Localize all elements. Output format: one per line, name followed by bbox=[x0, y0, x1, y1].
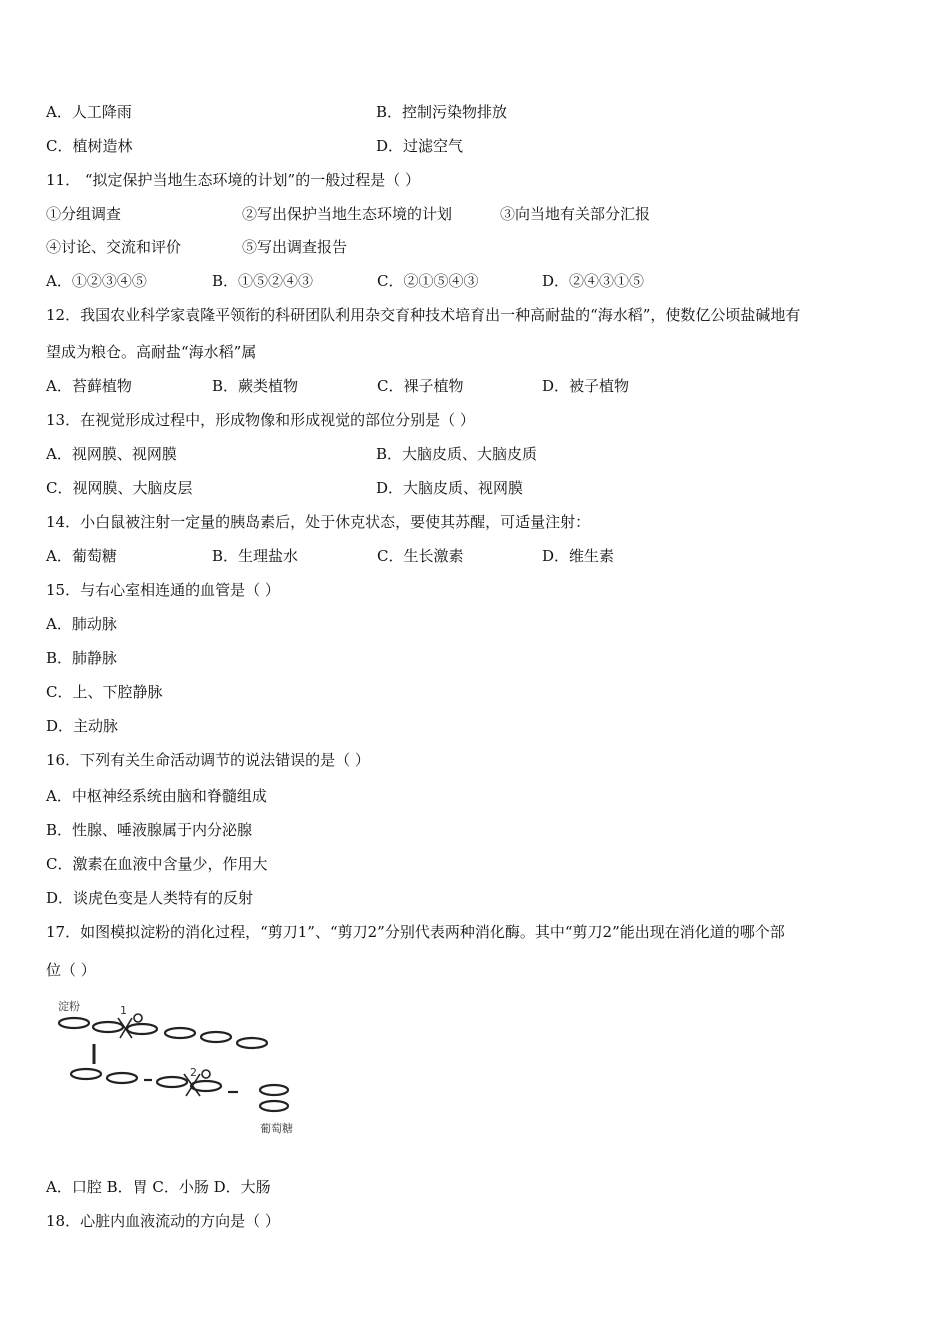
q12-option-b: B．蕨类植物 bbox=[212, 377, 299, 395]
q13-option-d: D．大脑皮质、视网膜 bbox=[376, 479, 524, 497]
q15-option-c: C．上、下腔静脉 bbox=[46, 683, 163, 701]
q14-option-a: A．葡萄糖 bbox=[46, 547, 117, 565]
q10-option-c: C．植树造林 bbox=[46, 137, 133, 155]
q14-option-c: C．生长激素 bbox=[377, 547, 464, 565]
q15-option-a: A．肺动脉 bbox=[46, 615, 117, 633]
q17-stem-line1: 17．如图模拟淀粉的消化过程，“剪刀1”、“剪刀2”分别代表两种消化酶。其中“剪刀2”能出现在消化道的哪个部 bbox=[46, 923, 785, 941]
q15-option-d: D．主动脉 bbox=[46, 717, 119, 735]
q11-option-b: B．①⑤②④③ bbox=[212, 272, 314, 290]
q11-option-c: C．②①⑤④③ bbox=[377, 272, 479, 290]
q14-option-b: B．生理盐水 bbox=[212, 547, 299, 565]
q16-option-a: A．中枢神经系统由脑和脊髓组成 bbox=[46, 787, 267, 805]
q14-stem: 14．小白鼠被注射一定量的胰岛素后，处于休克状态，要使其苏醒，可适量注射： bbox=[46, 513, 591, 531]
figure-label-starch: 淀粉 bbox=[58, 1000, 80, 1013]
q15-option-b: B．肺静脉 bbox=[46, 649, 118, 667]
q12-option-a: A．苔藓植物 bbox=[46, 377, 132, 395]
q16-option-c: C．激素在血液中含量少，作用大 bbox=[46, 855, 268, 873]
scissor-2-label: 2 bbox=[190, 1066, 197, 1079]
q14-option-d: D．维生素 bbox=[542, 547, 615, 565]
q11-step-3: ③向当地有关部分汇报 bbox=[500, 205, 651, 223]
scissor-1-label: 1 bbox=[120, 1004, 127, 1017]
q11-step-5: ⑤写出调查报告 bbox=[242, 238, 348, 256]
q17-options: A．口腔 B．胃 C．小肠 D．大肠 bbox=[46, 1178, 271, 1196]
q16-stem: 16．下列有关生命活动调节的说法错误的是（ ） bbox=[46, 751, 370, 769]
q11-option-d: D．②④③①⑤ bbox=[542, 272, 645, 290]
q12-option-c: C．裸子植物 bbox=[377, 377, 464, 395]
q10-option-a: A．人工降雨 bbox=[46, 103, 132, 121]
q18-stem: 18．心脏内血液流动的方向是（ ） bbox=[46, 1212, 280, 1230]
starch-digestion-figure bbox=[56, 996, 306, 1146]
q13-option-b: B．大脑皮质、大脑皮质 bbox=[376, 445, 538, 463]
q12-stem-line1: 12．我国农业科学家袁隆平领衔的科研团队利用杂交育种技术培育出一种高耐盐的“海水稻”，使数亿公顷盐碱地有 bbox=[46, 306, 801, 324]
q16-option-b: B．性腺、唾液腺属于内分泌腺 bbox=[46, 821, 253, 839]
q12-stem-line2: 望成为粮仓。高耐盐“海水稻”属 bbox=[46, 343, 257, 361]
q12-option-d: D．被子植物 bbox=[542, 377, 630, 395]
q17-stem-line2: 位（ ） bbox=[46, 961, 96, 979]
q10-option-d: D．过滤空气 bbox=[376, 137, 464, 155]
q11-step-4: ④讨论、交流和评价 bbox=[46, 238, 182, 256]
figure-label-glucose: 葡萄糖 bbox=[260, 1122, 293, 1135]
q15-stem: 15．与右心室相连通的血管是（ ） bbox=[46, 581, 280, 599]
q13-stem: 13．在视觉形成过程中，形成物像和形成视觉的部位分别是（ ） bbox=[46, 411, 475, 429]
q16-option-d: D．谈虎色变是人类特有的反射 bbox=[46, 889, 254, 907]
q13-option-c: C．视网膜、大脑皮层 bbox=[46, 479, 193, 497]
q13-option-a: A．视网膜、视网膜 bbox=[46, 445, 177, 463]
q11-step-1: ①分组调查 bbox=[46, 205, 122, 223]
q10-option-b: B．控制污染物排放 bbox=[376, 103, 508, 121]
q11-step-2: ②写出保护当地生态环境的计划 bbox=[242, 205, 453, 223]
q11-stem: 11． “拟定保护当地生态环境的计划”的一般过程是（ ） bbox=[46, 171, 420, 189]
q11-option-a: A．①②③④⑤ bbox=[46, 272, 147, 290]
